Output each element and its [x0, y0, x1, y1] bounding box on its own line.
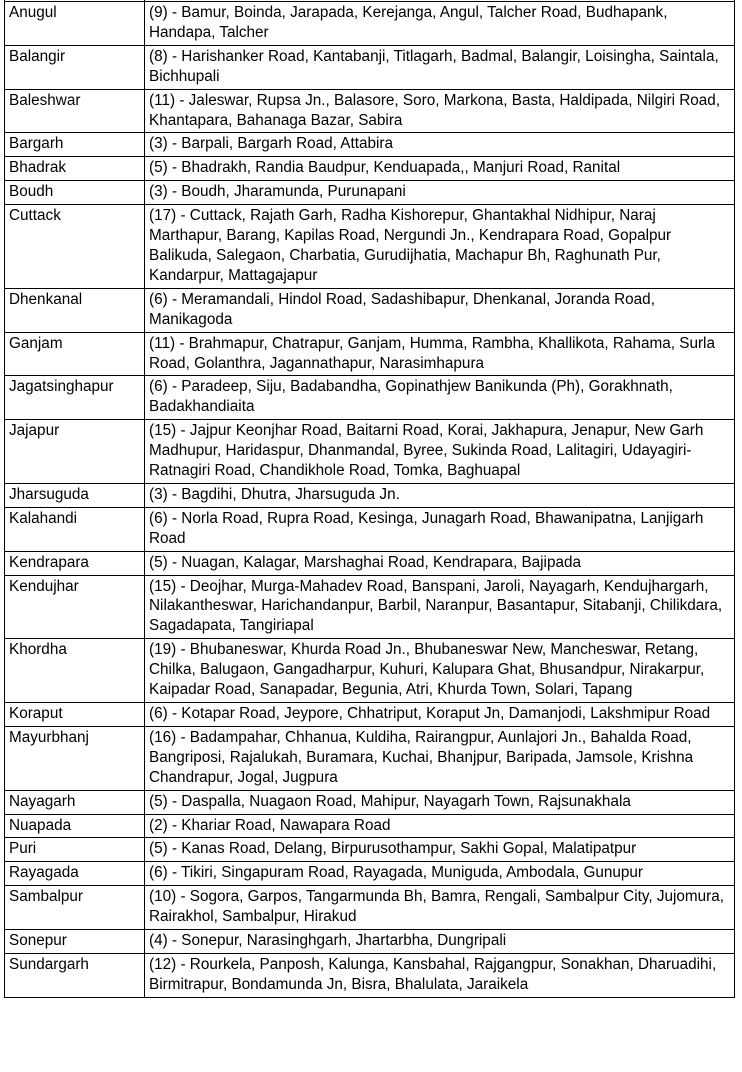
- district-name-cell: Nayagarh: [5, 790, 145, 814]
- stoppages-cell: (6) - Kotapar Road, Jeypore, Chhatriput, Koraput Jn, Damanjodi, Lakshmipur Road: [145, 703, 735, 727]
- district-stoppages-table: [4, 0, 735, 998]
- stoppages-cell: (5) - Nuagan, Kalagar, Marshaghai Road, Kendrapara, Bajipada: [145, 551, 735, 575]
- district-name-cell: Sonepur: [5, 930, 145, 954]
- table-row: [5, 376, 735, 420]
- stoppages-cell: (3) - Barpali, Bargarh Road, Attabira: [145, 133, 735, 157]
- stoppages-cell: (16) - Badampahar, Chhanua, Kuldiha, Rairangpur, Aunlajori Jn., Bahalda Road, Bangriposi, Rajalukah, Buramara, Kuchai, Bhanjpur, Baripada, Jamsole, Krishna Chandrapur, Jogal, Jugpura: [145, 726, 735, 790]
- stoppages-cell: (11) - Jaleswar, Rupsa Jn., Balasore, Soro, Markona, Basta, Haldipada, Nilgiri Road, Khantapara, Bahanaga Bazar, Sabira: [145, 89, 735, 133]
- district-name-cell: Rayagada: [5, 862, 145, 886]
- table-row: [5, 2, 735, 46]
- table-row: [5, 133, 735, 157]
- district-name-cell: Jharsuguda: [5, 483, 145, 507]
- district-name-cell: Koraput: [5, 703, 145, 727]
- district-name-cell: Bhadrak: [5, 157, 145, 181]
- district-name-cell: Nuapada: [5, 814, 145, 838]
- table-row: [5, 332, 735, 376]
- district-name-cell: Mayurbhanj: [5, 726, 145, 790]
- district-name-cell: Jajapur: [5, 420, 145, 484]
- table-row: [5, 157, 735, 181]
- stoppages-cell: (6) - Paradeep, Siju, Badabandha, Gopinathjew Banikunda (Ph), Gorakhnath, Badakhandiaita: [145, 376, 735, 420]
- table-row: [5, 838, 735, 862]
- district-name-cell: Boudh: [5, 181, 145, 205]
- stoppages-cell: (17) - Cuttack, Rajath Garh, Radha Kishorepur, Ghantakhal Nidhipur, Naraj Marthapur, Barang, Kapilas Road, Nergundi Jn., Kendrapara Road, Gopalpur Balikuda, Salegaon, Charbatia, Gurudijhatia, Machapur Bh, Raghunath Pur, Kandarpur, Mattagajapur: [145, 205, 735, 289]
- table-row: [5, 703, 735, 727]
- stoppages-cell: (12) - Rourkela, Panposh, Kalunga, Kansbahal, Rajgangpur, Sonakhan, Dharuadihi, Birmitrapur, Bondamunda Jn, Bisra, Bhalulata, Jaraikela: [145, 953, 735, 997]
- district-name-cell: Khordha: [5, 639, 145, 703]
- table-row: [5, 89, 735, 133]
- district-name-cell: Jagatsinghapur: [5, 376, 145, 420]
- table-row: [5, 639, 735, 703]
- table-row: [5, 930, 735, 954]
- table-row: [5, 181, 735, 205]
- district-name-cell: Ganjam: [5, 332, 145, 376]
- table-row: [5, 288, 735, 332]
- district-name-cell: Kendujhar: [5, 575, 145, 639]
- stoppages-cell: (3) - Bagdihi, Dhutra, Jharsuguda Jn.: [145, 483, 735, 507]
- table-row: [5, 814, 735, 838]
- table-row: [5, 953, 735, 997]
- district-name-cell: Balangir: [5, 45, 145, 89]
- stoppages-cell: (15) - Deojhar, Murga-Mahadev Road, Banspani, Jaroli, Nayagarh, Kendujhargarh, Nilakantheswar, Harichandanpur, Barbil, Naranpur, Basantapur, Sitabanji, Chilikdara, Sagadapata, Tangiriapal: [145, 575, 735, 639]
- stoppages-cell: (6) - Norla Road, Rupra Road, Kesinga, Junagarh Road, Bhawanipatna, Lanjigarh Road: [145, 507, 735, 551]
- district-name-cell: Bargarh: [5, 133, 145, 157]
- table-row: [5, 205, 735, 289]
- table-row: [5, 575, 735, 639]
- table-row: [5, 886, 735, 930]
- table-row: [5, 726, 735, 790]
- table-row: [5, 551, 735, 575]
- stoppages-cell: (9) - Bamur, Boinda, Jarapada, Kerejanga, Angul, Talcher Road, Budhapank, Handapa, Talcher: [145, 2, 735, 46]
- district-name-cell: Puri: [5, 838, 145, 862]
- stoppages-cell: (5) - Kanas Road, Delang, Birpurusothampur, Sakhi Gopal, Malatipatpur: [145, 838, 735, 862]
- district-name-cell: Dhenkanal: [5, 288, 145, 332]
- stoppages-cell: (4) - Sonepur, Narasinghgarh, Jhartarbha, Dungripali: [145, 930, 735, 954]
- stoppages-cell: (2) - Khariar Road, Nawapara Road: [145, 814, 735, 838]
- table-row: [5, 862, 735, 886]
- district-name-cell: Baleshwar: [5, 89, 145, 133]
- stoppages-cell: (5) - Bhadrakh, Randia Baudpur, Kenduapada,, Manjuri Road, Ranital: [145, 157, 735, 181]
- stoppages-cell: (6) - Meramandali, Hindol Road, Sadashibapur, Dhenkanal, Joranda Road, Manikagoda: [145, 288, 735, 332]
- stoppages-cell: (3) - Boudh, Jharamunda, Purunapani: [145, 181, 735, 205]
- table-row: [5, 483, 735, 507]
- district-name-cell: Sambalpur: [5, 886, 145, 930]
- stoppages-cell: (11) - Brahmapur, Chatrapur, Ganjam, Humma, Rambha, Khallikota, Rahama, Surla Road, Golanthra, Jagannathapur, Narasimhapura: [145, 332, 735, 376]
- stoppages-cell: (15) - Jajpur Keonjhar Road, Baitarni Road, Korai, Jakhapura, Jenapur, New Garh Madhupur, Haridaspur, Dhanmandal, Byree, Sukinda Road, Lalitagiri, Udayagiri-Ratnagiri Road, Chandikhole Road, Tomka, Baghuapal: [145, 420, 735, 484]
- stoppages-cell: (5) - Daspalla, Nuagaon Road, Mahipur, Nayagarh Town, Rajsunakhala: [145, 790, 735, 814]
- stoppages-cell: (8) - Harishanker Road, Kantabanji, Titlagarh, Badmal, Balangir, Loisingha, Saintala, Bichhupali: [145, 45, 735, 89]
- district-name-cell: Cuttack: [5, 205, 145, 289]
- stoppages-cell: (6) - Tikiri, Singapuram Road, Rayagada, Muniguda, Ambodala, Gunupur: [145, 862, 735, 886]
- stoppages-cell: (19) - Bhubaneswar, Khurda Road Jn., Bhubaneswar New, Mancheswar, Retang, Chilka, Balugaon, Gangadharpur, Kuhuri, Kalupara Ghat, Bhusandpur, Nirakarpur, Kaipadar Road, Sanapadar, Begunia, Atri, Khurda Town, Solari, Tapang: [145, 639, 735, 703]
- table-body: [5, 0, 735, 997]
- district-name-cell: Sundargarh: [5, 953, 145, 997]
- table-row: [5, 45, 735, 89]
- district-name-cell: Kalahandi: [5, 507, 145, 551]
- table-row: [5, 790, 735, 814]
- table-row: [5, 420, 735, 484]
- district-name-cell: Kendrapara: [5, 551, 145, 575]
- stoppages-cell: (10) - Sogora, Garpos, Tangarmunda Bh, Bamra, Rengali, Sambalpur City, Jujomura, Rairakhol, Sambalpur, Hirakud: [145, 886, 735, 930]
- table-row: [5, 507, 735, 551]
- district-name-cell: Anugul: [5, 2, 145, 46]
- stoppages-table-container: [4, 0, 734, 998]
